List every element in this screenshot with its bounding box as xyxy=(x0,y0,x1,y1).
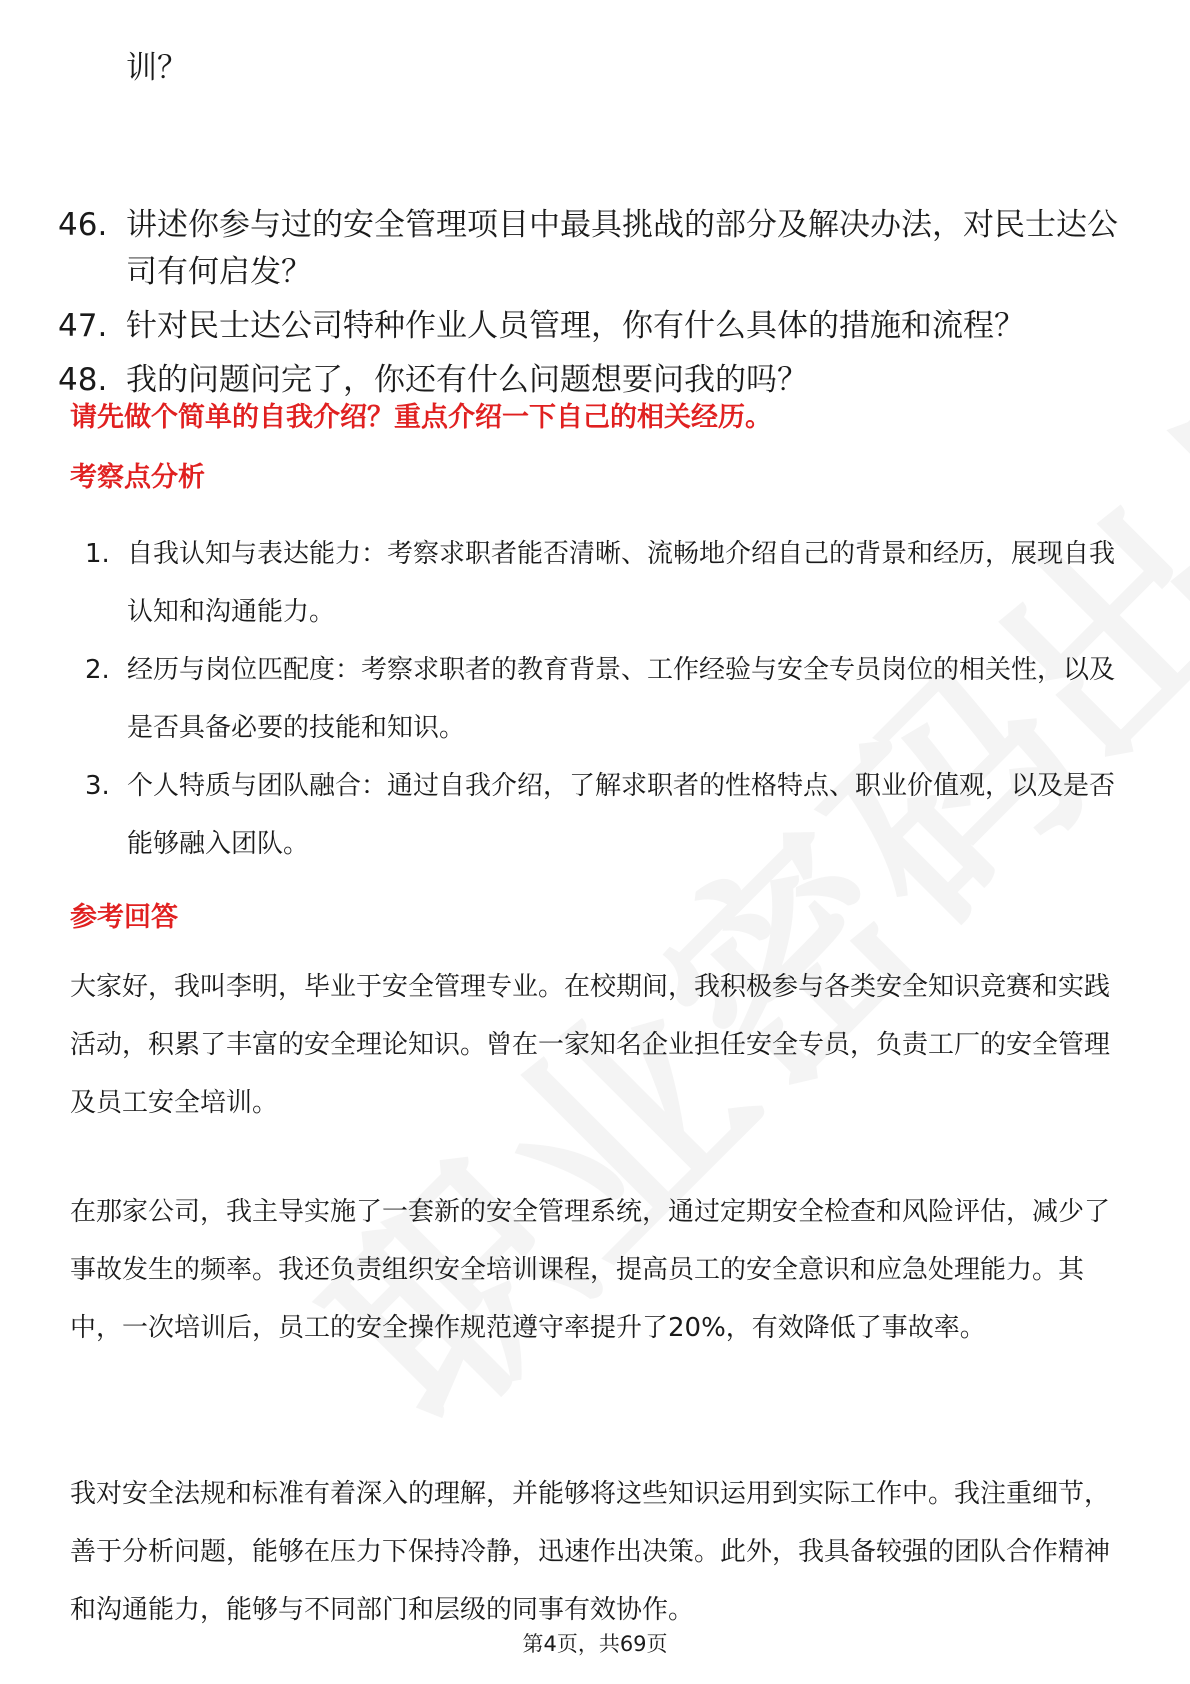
point-text: 个人特质与团队融合：通过自我介绍，了解求职者的性格特点、职业价值观，以及是否能够融入团队。 xyxy=(127,771,1116,859)
question-text: 我的问题问完了，你还有什么问题想要问我的吗？ xyxy=(126,362,808,398)
answer-paragraph: 大家好，我叫李明，毕业于安全管理专业。在校期间，我积极参与各类安全知识竞赛和实践活动，积累了丰富的安全理论知识。曾在一家知名企业担任安全专员，负责工厂的安全管理及员工安全培训。 xyxy=(70,972,1111,1118)
question-text: 针对民士达公司特种作业人员管理，你有什么具体的措施和流程？ xyxy=(126,308,1025,344)
point-text: 自我认知与表达能力：考察求职者能否清晰、流畅地介绍自己的背景和经历，展现自我认知和沟通能力。 xyxy=(127,539,1116,627)
page-footer: 第4页，共69页 xyxy=(522,1632,668,1656)
question-number: 48. xyxy=(58,362,108,398)
analysis-point xyxy=(85,757,1125,873)
point-text: 经历与岗位匹配度：考察求职者的教育背景、工作经验与安全专员岗位的相关性，以及是否具备必要的技能和知识。 xyxy=(127,655,1116,743)
answer-paragraph: 在那家公司，我主导实施了一套新的安全管理系统，通过定期安全检查和风险评估，减少了事故发生的频率。我还负责组织安全培训课程，提高员工的安全意识和应急处理能力。其中，一次培训后，员工的安全操作规范遵守率提升了20%，有效降低了事故率。 xyxy=(70,1197,1111,1343)
point-number: 1. xyxy=(85,539,110,569)
question-continuation-text: 训？ xyxy=(126,50,188,86)
point-number: 2. xyxy=(85,655,110,685)
question-item xyxy=(58,202,1118,296)
section-question-heading: 请先做个简单的自我介绍？重点介绍一下自己的相关经历。 xyxy=(70,402,772,433)
point-number: 3. xyxy=(85,771,110,801)
analysis-points xyxy=(85,525,1125,873)
analysis-point xyxy=(85,641,1125,757)
question-text: 讲述你参与过的安全管理项目中最具挑战的部分及解决办法，对民士达公司有何启发？ xyxy=(126,207,1118,290)
question-number: 47. xyxy=(58,308,108,344)
answer-heading: 参考回答 xyxy=(70,902,178,933)
analysis-point xyxy=(85,525,1125,641)
answer-paragraph: 我对安全法规和标准有着深入的理解，并能够将这些知识运用到实际工作中。我注重细节，善于分析问题，能够在压力下保持冷静，迅速作出决策。此外，我具备较强的团队合作精神和沟通能力，能够与不同部门和层级的同事有效协作。 xyxy=(70,1479,1111,1625)
question-item xyxy=(58,303,1118,350)
question-list xyxy=(58,0,1118,404)
question-continuation xyxy=(58,45,1118,92)
analysis-heading: 考察点分析 xyxy=(70,462,205,493)
question-number: 46. xyxy=(58,207,108,243)
